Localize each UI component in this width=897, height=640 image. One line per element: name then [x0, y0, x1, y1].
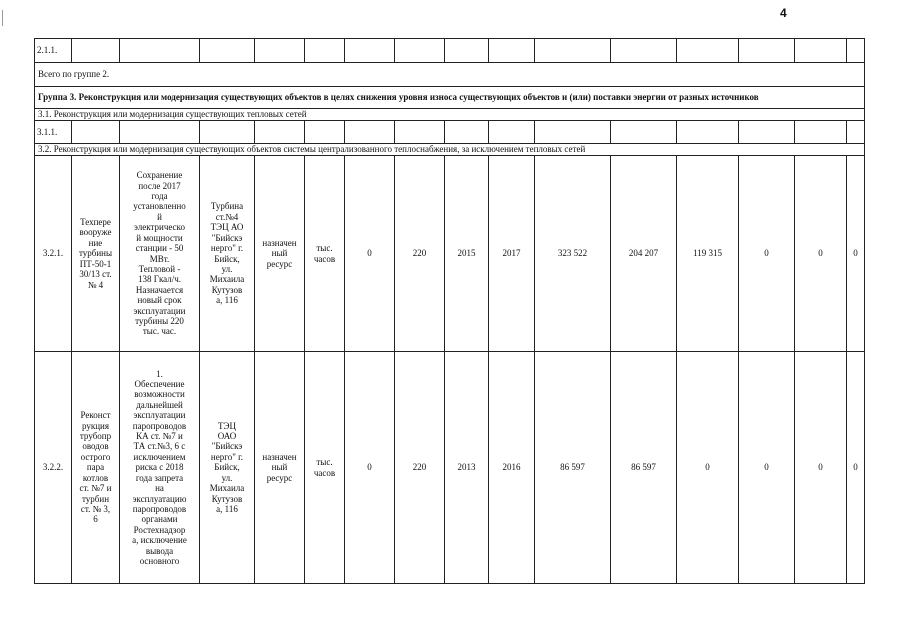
- project-description: 1. Обеспечение возможности дальнейшей эксплуатации паропроводов КА ст. №7 и ТА ст.№3, 6 с исключением риска с 2018 года запрета на эксплуатацию паропроводов органами Ростехнадзор а, исключение вывода основного: [120, 352, 200, 584]
- table-row: [35, 156, 865, 352]
- total-cost: 323 522: [535, 156, 611, 352]
- value-after: 220: [395, 156, 445, 352]
- row-number: 3.2.2.: [35, 352, 72, 584]
- cost-part-1: 86 597: [611, 352, 677, 584]
- table-row: [35, 63, 865, 87]
- value-before: 0: [345, 156, 395, 352]
- section-header: 3.2. Реконструкция или модернизация существующих объектов системы централизованного теплоснабжения, за исключением тепловых сетей: [35, 144, 865, 156]
- value-col-1: 0: [739, 156, 795, 352]
- indicator-name: назначен ный ресурс: [255, 352, 305, 584]
- project-name: Реконст рукция трубопр оводов острого пара котлов ст. №7 и турбин ст. № 3, 6: [72, 352, 120, 584]
- value-col-2: 0: [795, 156, 847, 352]
- total-cost: 86 597: [535, 352, 611, 584]
- table-row: [35, 352, 865, 584]
- group-total-label: Всего по группе 2.: [35, 63, 865, 87]
- page-number: 4: [780, 6, 787, 20]
- investment-program-table: [34, 38, 865, 584]
- table-row: [35, 121, 865, 144]
- project-description: Сохранение после 2017 года установленно й электрическо й мощности станции - 50 МВт. Тепловой - 138 Гкал/ч. Назначается новый срок эксплуатации турбины 220 тыс. час.: [120, 156, 200, 352]
- section-header: 3.1. Реконструкция или модернизация существующих тепловых сетей: [35, 109, 865, 121]
- cost-part-2: 119 315: [677, 156, 739, 352]
- start-year: 2015: [445, 156, 489, 352]
- table-row: [35, 87, 865, 109]
- project-location: Турбина ст.№4 ТЭЦ АО "Бийскэ нерго" г. Бийск, ул. Михаила Кутузов а, 116: [200, 156, 255, 352]
- value-before: 0: [345, 352, 395, 584]
- margin-mark: [2, 10, 3, 26]
- row-number: 3.2.1.: [35, 156, 72, 352]
- value-col-1: 0: [739, 352, 795, 584]
- indicator-unit: тыс. часов: [305, 352, 345, 584]
- table-row: [35, 39, 865, 63]
- start-year: 2013: [445, 352, 489, 584]
- end-year: 2017: [489, 156, 535, 352]
- cost-part-2: 0: [677, 352, 739, 584]
- value-col-2: 0: [795, 352, 847, 584]
- end-year: 2016: [489, 352, 535, 584]
- indicator-unit: тыс. часов: [305, 156, 345, 352]
- project-location: ТЭЦ ОАО "Бийскэ нерго" г. Бийск, ул. Михаила Кутузов а, 116: [200, 352, 255, 584]
- table-row: [35, 109, 865, 121]
- row-number: 3.1.1.: [35, 121, 72, 144]
- cost-part-1: 204 207: [611, 156, 677, 352]
- value-col-3: 0: [847, 156, 865, 352]
- row-number: 2.1.1.: [35, 39, 72, 63]
- value-after: 220: [395, 352, 445, 584]
- indicator-name: назначен ный ресурс: [255, 156, 305, 352]
- value-col-3: 0: [847, 352, 865, 584]
- group-header: Группа 3. Реконструкция или модернизация существующих объектов в целях снижения уровня износа существующих объектов и (или) поставки энергии от разных источников: [35, 87, 865, 109]
- table-row: [35, 144, 865, 156]
- project-name: Техпере вооруже ние турбины ПТ-50-1 30/13 ст. № 4: [72, 156, 120, 352]
